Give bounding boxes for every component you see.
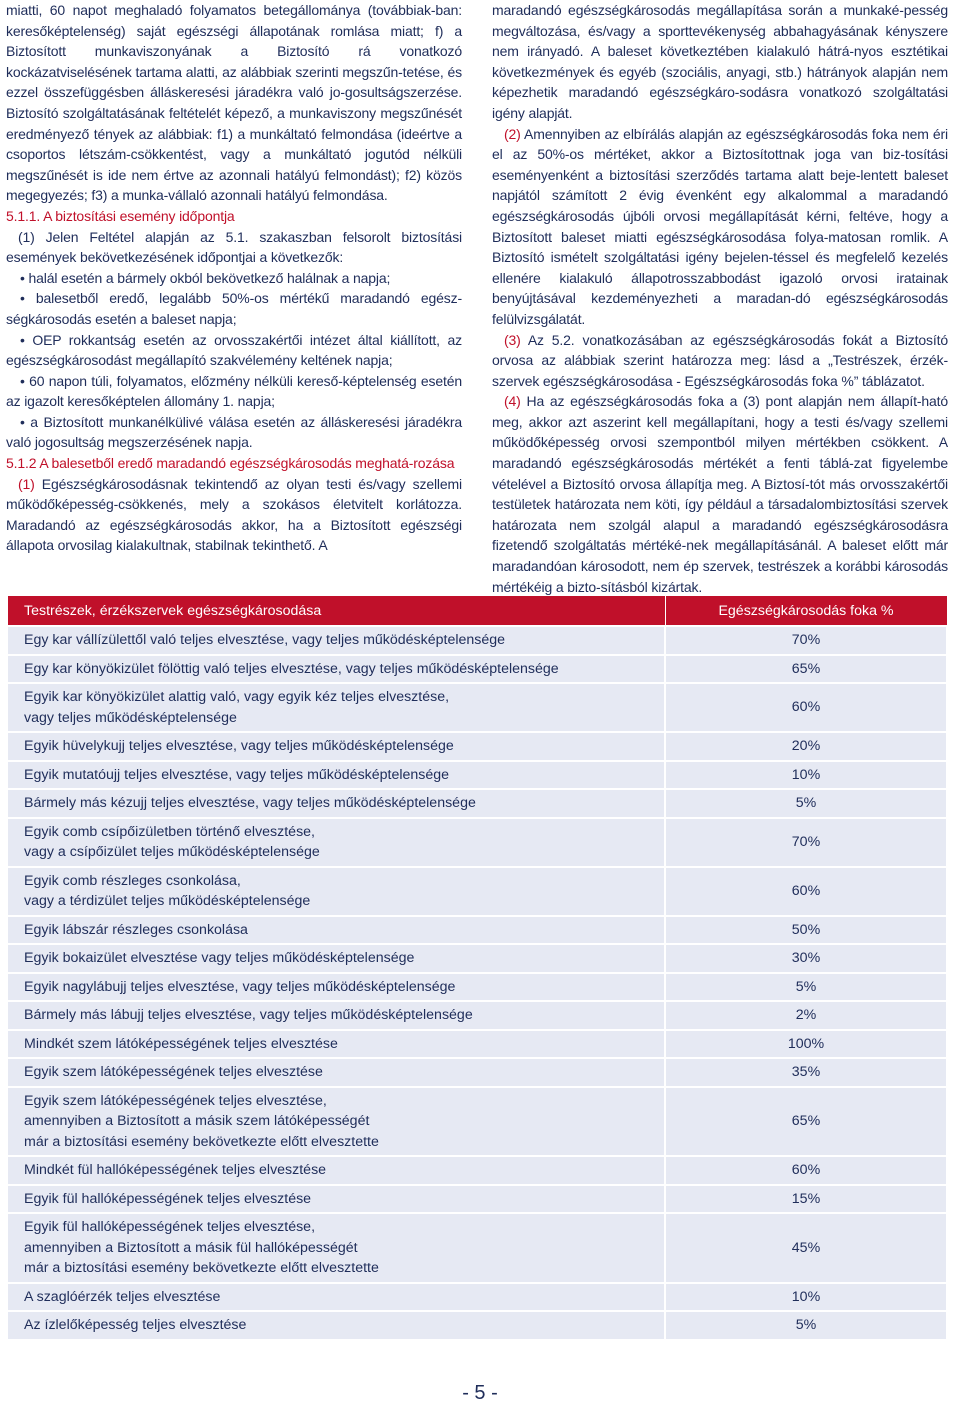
body-part-cell: Egy kar könyökizület fölöttig való teljes elvesztése, vagy teljes működésképtelensége [8,655,665,684]
table-row [8,1213,947,1283]
body-part-cell: Egyik fül hallóképességének teljes elvesztése [8,1185,665,1214]
paragraph-intro: miatti, 60 napot meghaladó folyamatos betegállománya (továbbiak-ban: keresőképtelenség) saját egészségi állapotának romlása miatt; f) a Biztosított munkaviszonyának a Biztosító rá vonatkozó kockázatviselésének tartama alatti, az alábbiak szerinti megszűn-tetése, és ezzel összefüggésben álláskeresési járadékra való jo-gosultságszerzése. Biztosító szolgáltatásának feltételét képező, a munkaviszony megszűnését eredményező tények az alábbiak: f1) a munkáltató felmondása (ideértve a csoportos létszám-csökkentést, vagy a munkáltató jogutód nélküli megszűnését is ide nem értve az azonnali hatályú felmondást); f2) közös megegyezés; f3) a munka-vállaló azonnali hatályú felmondása. [6,2,462,204]
section-heading-5-1-1: 5.1.1. A biztosítási esemény időpontja [6,207,235,224]
damage-percent-cell: 30% [665,944,947,973]
damage-percent-cell: 60% [665,683,947,732]
paragraph-continuation: maradandó egészségkárosodás megállapítása során a munkaké-pesség megváltozása, és/vagy a sporttevékenység abbahagyásának kényszere nem irányadó. A baleset következtében kialakuló hátrá-nyos esztétikai következmények és egyéb (szociális, anyagi, stb.) hátrányok alapján nem képezhetik maradandó egészségkáro-sodásra vonatkozó szolgáltatási igény alapját. [492,2,948,121]
table-row [8,683,947,732]
damage-percent-cell: 70% [665,626,947,655]
damage-percent-cell: 45% [665,1213,947,1283]
page-number: - 5 - [462,1382,498,1404]
body-part-cell: Mindkét fül hallóképességének teljes elvesztése [8,1156,665,1185]
paragraph-number: (3) [504,331,521,348]
header-body-part: Testrészek, érzékszervek egészségkárosodása [8,596,665,626]
damage-percent-cell: 5% [665,1311,947,1339]
damage-percent-cell: 50% [665,916,947,945]
table-row [8,944,947,973]
body-part-cell: Egyik lábszár részleges csonkolása [8,916,665,945]
damage-percent-cell: 70% [665,818,947,867]
damage-percent-cell: 20% [665,732,947,761]
damage-percent-cell: 65% [665,655,947,684]
damage-percent-cell: 10% [665,1283,947,1312]
table-row [8,916,947,945]
paragraph-4: (4) Ha az egészségkárosodás foka a (3) pont alapján nem állapít-ható meg, akkor azt aszerint kell megállapítani, hogy a testi és/vagy szellemi működőképesség orvosi szempontból milyen mértékben csökkent. A maradandó egészségkárosodás mértékét a fenti táblá-zat figyelembe vételével a Biztosító orvosa állapítja meg. A Biztosí-tót más orvosszakértői testületek határozata nem köti, így például a társadalombiztosítási szervek határozata nem szolgál alapul a maradandó egészségkárosodásra fizetendő szolgáltatás mértéké-nek megállapításánál. A baleset előtt már maradandóan károsodott, nem ép szervek, testrészek a korábbi károsodás mértékéig a bizto-sításból kizártak. [492,393,948,595]
paragraph-number: (2) [504,125,521,142]
damage-percent-cell: 10% [665,761,947,790]
table-row [8,1030,947,1059]
damage-percent-cell: 5% [665,789,947,818]
body-part-cell: Bármely más lábujj teljes elvesztése, vagy teljes működésképtelensége [8,1001,665,1030]
table-row [8,973,947,1002]
bullet-accident: • balesetből eredő, legalább 50%-os mértékű maradandó egész-ségkárosodás esetén a baleset napja; [6,290,462,327]
body-part-cell: Egyik bokaizület elvesztése vagy teljes működésképtelensége [8,944,665,973]
paragraph-2: (2) Amennyiben az elbírálás alapján az egészségkárosodás foka nem éri el az 50%-os mértéket, akkor a Biztosítottnak joga van biz-tosítási eseményenként a biztosítási szerződés tartama alatt beje-lentett baleset napjától számított 2 évig évenként egy alkalommal a maradandó egészségkárosodás újbóli orvosi megállapítását kérni, feltéve, hogy a Biztosított baleset miatti egészségkárosodása folya-matosan romlik. A Biztosító ismételt szolgáltatási igény bejelen-téssel és megfelelő kezelés ellenére kialakuló állapotrosszabbodást igazoló orvosi iratainak benyújtásával kezdeményezheti a maradan-dó egészségkárosodás felülvizsgálatát. [492,125,948,327]
table-row [8,732,947,761]
table-row [8,1311,947,1339]
body-part-cell: Egyik hüvelykujj teljes elvesztése, vagy teljes működésképtelensége [8,732,665,761]
body-part-cell: Egyik szem látóképességének teljes elvesztése, amennyiben a Biztosított a másik szem látóképességét már a biztosítási esemény bekövetkezte előtt elvesztette [8,1087,665,1157]
body-part-cell: Mindkét szem látóképességének teljes elvesztése [8,1030,665,1059]
health-damage-table [8,596,948,1339]
table-row [8,1058,947,1087]
paragraph-number: (4) [504,393,521,410]
damage-percent-cell: 60% [665,867,947,916]
paragraph-health-damage: (1) Egészségkárosodásnak tekintendő az olyan testi és/vagy szellemi működőképesség-csökkenés, mely a szokásos életvitelt korlátozza. Maradandó az egészségkárosodás akkor, ha a Biztosított egészségi állapota orvosilag kialakultnak, stabilnak tekinthető. A [6,475,462,554]
body-part-cell: Az ízlelőképesség teljes elvesztése [8,1311,665,1339]
body-part-cell: A szaglóérzék teljes elvesztése [8,1283,665,1312]
table-row [8,1001,947,1030]
table-row [8,789,947,818]
damage-percent-cell: 60% [665,1156,947,1185]
body-part-cell: Egyik fül hallóképességének teljes elvesztése, amennyiben a Biztosított a másik fül hallóképességét már a biztosítási esemény bekövetkezte előtt elvesztette [8,1213,665,1283]
body-part-cell: Bármely más kézujj teljes elvesztése, vagy teljes működésképtelensége [8,789,665,818]
damage-percent-cell: 2% [665,1001,947,1030]
paragraph-3: (3) Az 5.2. vonatkozásában az egészségkárosodás fokát a Biztosító orvosa az alábbiak szerint határozza meg: lásd a „Testrészek, érzék-szervek egészségkárosodása - Egészségkárosodás foka %” táblázatot. [492,331,948,389]
table-row [8,1283,947,1312]
body-part-cell: Egyik nagylábujj teljes elvesztése, vagy teljes működésképtelensége [8,973,665,1002]
body-part-cell: Egyik mutatóujj teljes elvesztése, vagy teljes működésképtelensége [8,761,665,790]
table-row [8,1185,947,1214]
damage-percent-cell: 15% [665,1185,947,1214]
damage-percent-cell: 100% [665,1030,947,1059]
paragraph-number: (1) [18,475,35,492]
left-column [6,0,462,556]
table-row [8,867,947,916]
right-column [492,0,948,597]
bullet-disability: • OEP rokkantság esetén az orvosszakértői intézet által kiállított, az egészségkárosodást megállapító szakvélemény keltének napja; [6,331,462,369]
table-body [8,626,947,1339]
damage-percent-cell: 35% [665,1058,947,1087]
table-row [8,1087,947,1157]
body-part-cell: Egyik comb részleges csonkolása, vagy a térdizület teljes működésképtelensége [8,867,665,916]
bullet-unemployment: • a Biztosított munkanélkülivé válása esetén az álláskeresési járadékra való jogosultság megszerzésének napja. [6,413,462,451]
body-part-cell: Egyik comb csípőizületben történő elvesztése, vagy a csípőizület teljes működésképtelensége [8,818,665,867]
table-header-row [8,596,947,626]
table-row [8,1156,947,1185]
damage-percent-cell: 5% [665,973,947,1002]
paragraph-event-dates: (1) Jelen Feltétel alapján az 5.1. szakaszban felsorolt biztosítási események bekövetkezésének időpontjai a következők: [6,228,462,266]
table-row [8,818,947,867]
table-row [8,626,947,655]
body-part-cell: Egy kar vállízülettől való teljes elvesztése, vagy teljes működésképtelensége [8,626,665,655]
damage-percent-cell: 65% [665,1087,947,1157]
bullet-incapacity: • 60 napon túli, folyamatos, előzmény nélküli kereső-képtelenség esetén az igazolt keresőképtelen állomány 1. napja; [6,372,462,410]
bullet-death: • halál esetén a bármely okból bekövetkező halálnak a napja; [20,269,391,286]
header-damage-percent: Egészségkárosodás foka % [665,596,947,626]
table-row [8,761,947,790]
body-part-cell: Egyik szem látóképességének teljes elvesztése [8,1058,665,1087]
section-heading-5-1-2: 5.1.2 A balesetből eredő maradandó egészségkárosodás meghatá-rozása [6,455,455,472]
table-row [8,655,947,684]
body-part-cell: Egyik kar könyökizület alattig való, vagy egyik kéz teljes elvesztése, vagy teljes működésképtelensége [8,683,665,732]
